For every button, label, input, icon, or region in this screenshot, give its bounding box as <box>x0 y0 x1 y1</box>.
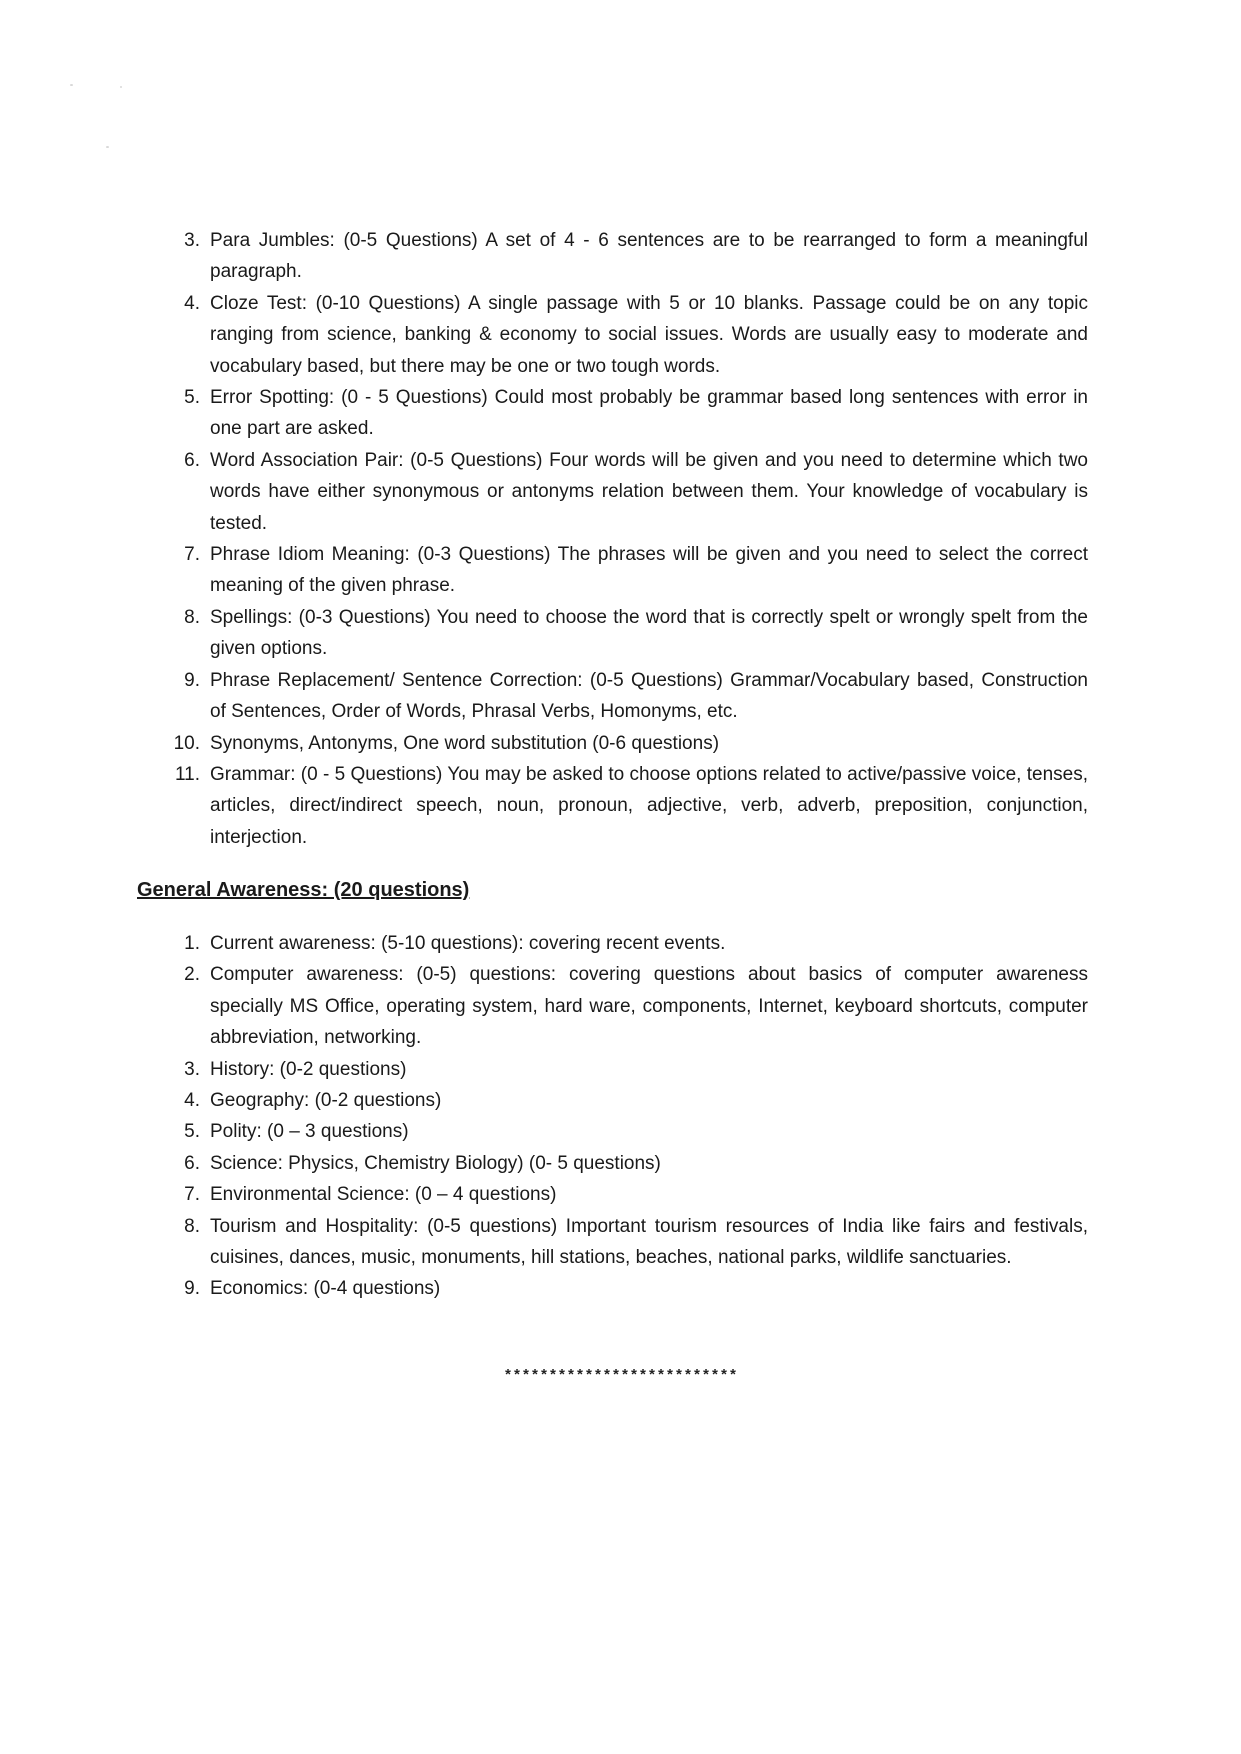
list-item-number: 3. <box>184 1058 200 1080</box>
list-item-text: Para Jumbles: (0-5 Questions) A set of 4 - 6 sentences are to be rearranged to form a meaningful paragraph. <box>210 230 1088 283</box>
list-item-number: 6. <box>184 449 200 471</box>
list-item-number: 9. <box>184 1278 200 1300</box>
list-item-text: Environmental Science: (0 – 4 questions) <box>210 1184 557 1206</box>
general-awareness-topic-item <box>170 1211 1088 1274</box>
english-topic-item <box>170 602 1088 665</box>
list-item-number: 8. <box>184 606 200 628</box>
english-topic-item <box>170 225 1088 288</box>
list-item-text: Polity: (0 – 3 questions) <box>210 1121 409 1143</box>
list-item-text: Spellings: (0-3 Questions) You need to choose the word that is correctly spelt or wrongly spelt from the given options. <box>210 606 1088 660</box>
list-item-text: Science: Physics, Chemistry Biology) (0- 5 questions) <box>210 1152 661 1174</box>
general-awareness-list <box>170 928 1088 1305</box>
general-awareness-topic-item <box>170 1273 1088 1304</box>
scan-speck <box>120 86 122 88</box>
list-item-number: 11. <box>174 763 200 785</box>
list-item-number: 6. <box>184 1152 200 1174</box>
english-topic-item <box>170 539 1088 602</box>
scan-speck <box>70 84 73 86</box>
list-item-text: Economics: (0-4 questions) <box>210 1278 441 1300</box>
list-item-text: Phrase Replacement/ Sentence Correction: (0-5 Questions) Grammar/Vocabulary based, Construction of Sentences, Order of Words, Phrasal Verbs, Homonyms, etc. <box>210 669 1088 723</box>
general-awareness-heading: General Awareness: (20 questions) <box>137 879 470 901</box>
list-item-text: Cloze Test: (0-10 Questions) A single passage with 5 or 10 blanks. Passage could be on any topic ranging from science, banking & economy to social issues. Words are usually easy to moderate and vocabulary based, but there may be one or two tough words. <box>210 292 1088 377</box>
list-item-number: 5. <box>184 387 200 409</box>
list-item-number: 7. <box>184 544 200 566</box>
general-awareness-topic-item <box>170 928 1088 959</box>
list-item-number: 10. <box>173 732 200 754</box>
list-item-text: Tourism and Hospitality: (0-5 questions) Important tourism resources of India like fairs and festivals, cuisines, dances, music, monuments, hill stations, beaches, national parks, wildlife sanctuaries. <box>210 1215 1088 1269</box>
list-item-text: Grammar: (0 - 5 Questions) You may be asked to choose options related to active/passive voice, tenses, articles, direct/indirect speech, noun, pronoun, adjective, verb, adverb, preposition, conjunction, interjection. <box>210 763 1088 848</box>
english-topic-item <box>170 445 1088 539</box>
list-item-number: 9. <box>184 669 200 691</box>
list-item-number: 3. <box>184 230 200 251</box>
list-item-text: Current awareness: (5-10 questions): covering recent events. <box>210 933 726 954</box>
english-topic-item <box>170 728 1088 759</box>
end-of-section-marker: ************************** <box>503 1368 738 1385</box>
list-item-text: Phrase Idiom Meaning: (0-3 Questions) The phrases will be given and you need to select the correct meaning of the given phrase. <box>210 544 1088 597</box>
list-item-text: Error Spotting: (0 - 5 Questions) Could most probably be grammar based long sentences with error in one part are asked. <box>210 387 1088 440</box>
list-item-number: 7. <box>184 1184 200 1206</box>
english-topic-item <box>170 665 1088 728</box>
list-item-number: 4. <box>184 1090 200 1112</box>
scan-speck <box>106 146 109 148</box>
english-topic-item <box>170 382 1088 445</box>
list-item-text: Computer awareness: (0-5) questions: covering questions about basics of computer awareness specially MS Office, operating system, hard ware, components, Internet, keyboard shortcuts, computer abbreviation, networking. <box>210 964 1088 1049</box>
list-item-text: History: (0-2 questions) <box>210 1058 407 1080</box>
list-item-text: Word Association Pair: (0-5 Questions) Four words will be given and you need to determine which two words have either synonymous or antonyms relation between them. Your knowledge of vocabulary is tested. <box>210 449 1088 534</box>
list-item-number: 4. <box>184 292 200 314</box>
english-topics-list <box>170 225 1088 853</box>
english-topic-item <box>170 288 1088 382</box>
general-awareness-topic-item <box>170 1085 1088 1116</box>
general-awareness-topic-item <box>170 1116 1088 1147</box>
list-item-number: 2. <box>184 964 200 986</box>
list-item-number: 1. <box>184 933 200 954</box>
general-awareness-topic-item <box>170 1179 1088 1210</box>
list-item-text: Geography: (0-2 questions) <box>210 1090 442 1112</box>
general-awareness-topic-item <box>170 959 1088 1053</box>
english-topic-item <box>170 759 1088 853</box>
general-awareness-topic-item <box>170 1054 1088 1085</box>
list-item-number: 8. <box>184 1215 200 1237</box>
list-item-text: Synonyms, Antonyms, One word substitution (0-6 questions) <box>210 732 720 754</box>
list-item-number: 5. <box>184 1121 200 1143</box>
general-awareness-topic-item <box>170 1148 1088 1179</box>
